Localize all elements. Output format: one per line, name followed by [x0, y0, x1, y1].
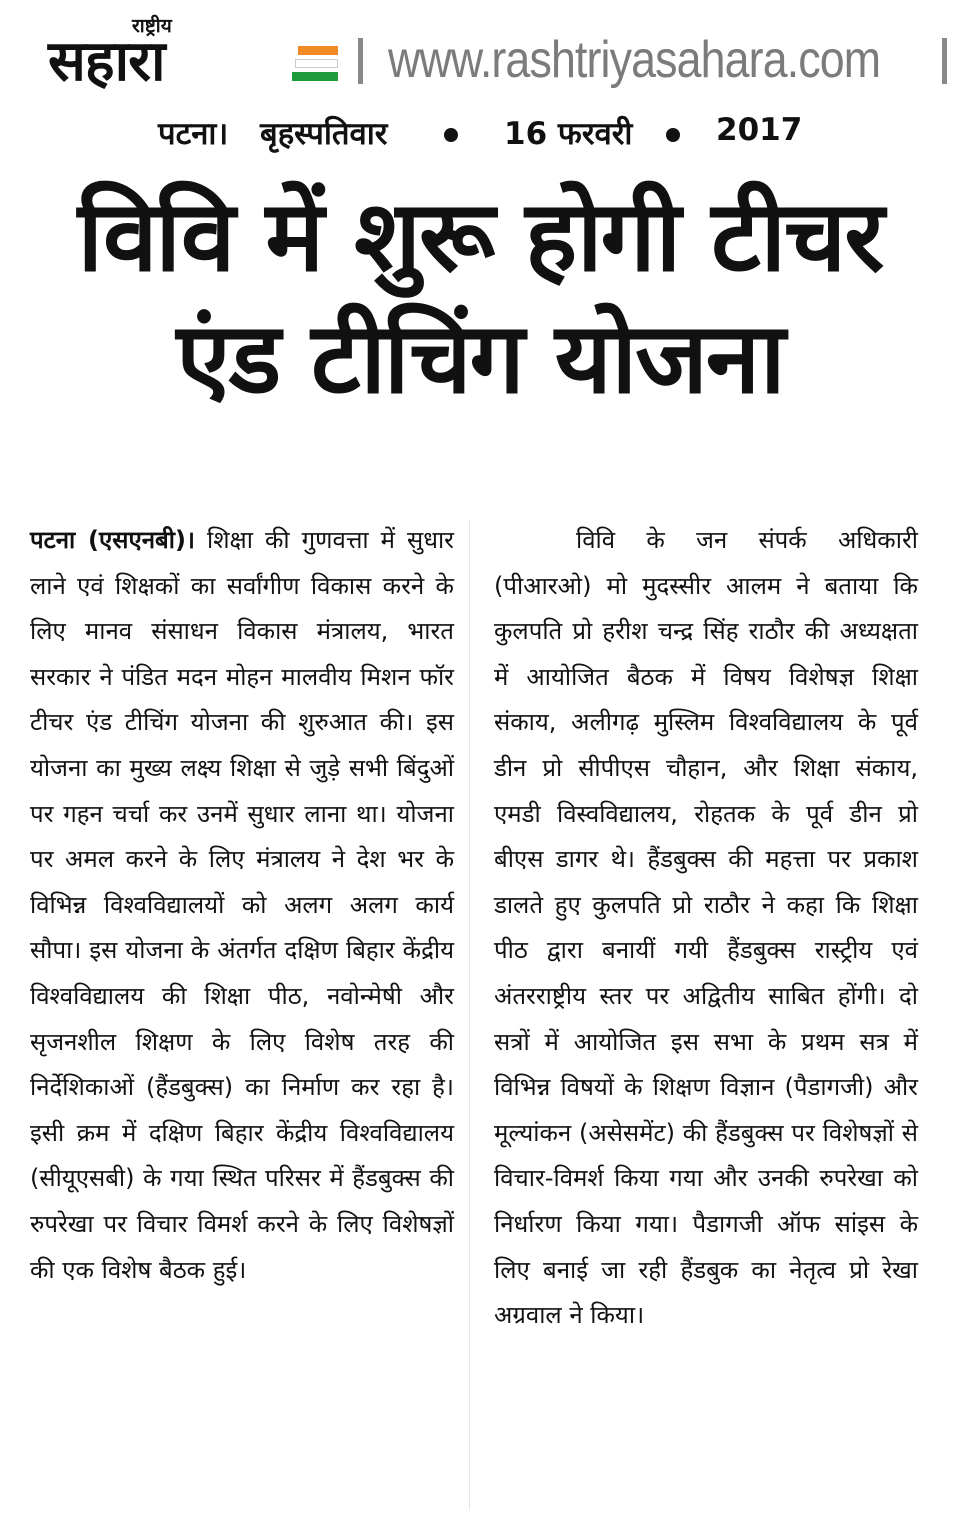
article-column-right	[494, 518, 918, 1339]
dateline-year: 2017	[716, 112, 803, 148]
article-column-left	[30, 518, 454, 1293]
article-body-right: विवि के जन संपर्क अधिकारी (पीआरओ) मो मुदस्सीर आलम ने बताया कि कुलपति प्रो हरीश चन्द्र सिंह राठौर की अध्यक्षता में आयोजित बैठक में विषय विशेषज्ञ शिक्षा संकाय, अलीगढ़ मुस्लिम विश्वविद्यालय के पूर्व डीन प्रो सीपीएस चौहान, और शिक्षा संकाय, एमडी विस्वविद्यालय, रोहतक के पूर्व डीन प्रो बीएस डागर थे। हैंडबुक्स की महत्ता पर प्रकाश डालते हुए कुलपति प्रो राठौर ने कहा कि शिक्षा पीठ द्वारा बनायीं गयी हैंडबुक्स रास्ट्रीय एवं अंतरराष्ट्रीय स्तर पर अद्वितीय साबित होंगी। दो सत्रों में आयोजित इस सभा के प्रथम सत्र में विभिन्न विषयों के शिक्षण विज्ञान (पैडागजी) और मूल्यांकन (असेसमेंट) की हैंडबुक्स पर विशेषज्ञों से विचार-विमर्श किया गया और उनकी रुपरेखा को निर्धारण किया गया। पैडागजी ऑफ सांइस के लिए बनाई जा रही हैंडबुक का नेतृत्व प्रो रेखा अग्रवाल ने किया।	[494, 526, 918, 1330]
headline-line-1: विवि में शुरू होगी टीचर	[77, 180, 883, 294]
masthead-separator	[358, 38, 363, 84]
dateline-day: बृहस्पतिवार	[260, 116, 388, 152]
dateline-date: 16 फरवरी	[504, 116, 633, 152]
tricolor-flag-icon	[292, 46, 338, 84]
article-lead: पटना (एसएनबी)।	[30, 526, 196, 554]
masthead	[0, 0, 958, 100]
dateline-city: पटना।	[158, 116, 229, 152]
headline-line-2: एंड टीचिंग योजना	[176, 302, 784, 416]
website-url: www.rashtriyasahara.com	[388, 31, 881, 89]
newspaper-logo: सहारा	[48, 29, 165, 94]
masthead-separator-end	[942, 38, 947, 84]
logo-subtitle: राष्ट्रीय	[132, 15, 172, 37]
bullet-icon	[666, 128, 680, 142]
dateline	[158, 112, 818, 160]
bullet-icon	[444, 128, 458, 142]
headline	[20, 176, 940, 420]
column-divider	[469, 520, 470, 1510]
article-body-left: शिक्षा की गुणवत्ता में सुधार लाने एवं शिक्षकों का सर्वांगीण विकास करने के लिए मानव संसाधन विकास मंत्रालय, भारत सरकार ने पंडित मदन मोहन मालवीय मिशन फॉर टीचर एंड टीचिंग योजना की शुरुआत की। इस योजना का मुख्य लक्ष्य शिक्षा से जुड़े सभी बिंदुओं पर गहन चर्चा कर उनमें सुधार लाना था। योजना पर अमल करने के लिए मंत्रालय ने देश भर के विभिन्न विश्वविद्यालयों को अलग अलग कार्य सौपा। इस योजना के अंतर्गत दक्षिण बिहार केंद्रीय विश्वविद्यालय की शिक्षा पीठ, नवोन्मेषी और सृजनशील शिक्षण के लिए विशेष तरह की निर्देशिकाओं (हैंडबुक्स) का निर्माण कर रहा है। इसी क्रम में दक्षिण बिहार केंद्रीय विश्वविद्यालय (सीयूएसबी) के गया स्थित परिसर में हैंडबुक्स की रुपरेखा पर विचार विमर्श करने के लिए विशेषज्ञों की एक विशेष बैठक हुई।	[30, 526, 454, 1284]
